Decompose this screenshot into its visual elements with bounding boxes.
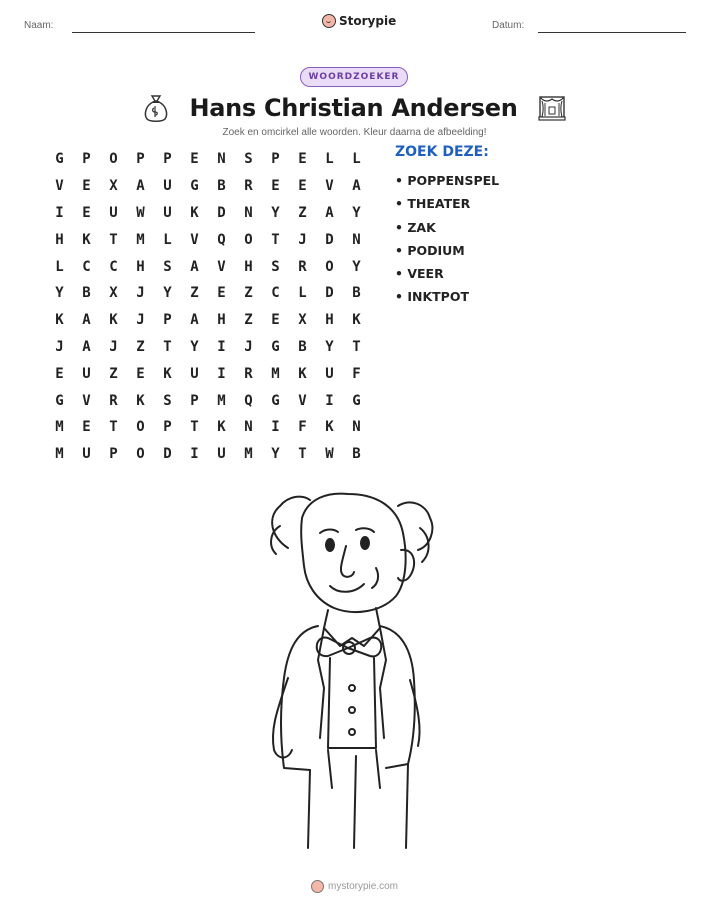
word-item: • THEATER	[395, 196, 471, 212]
grid-cell[interactable]: A	[190, 312, 199, 329]
grid-cell[interactable]: A	[82, 312, 91, 329]
word-list-heading: ZOEK DEZE:	[395, 144, 489, 160]
grid-cell[interactable]: K	[217, 419, 226, 436]
grid-cell[interactable]: W	[325, 446, 334, 463]
grid-cell[interactable]: G	[271, 392, 280, 409]
grid-cell[interactable]: A	[325, 204, 334, 221]
grid-cell[interactable]: M	[271, 365, 280, 382]
grid-cell[interactable]: P	[163, 151, 172, 168]
grid-cell[interactable]: V	[298, 392, 307, 409]
grid-cell[interactable]: Y	[352, 258, 361, 275]
brand-name: Storypie	[339, 14, 397, 28]
footer-url[interactable]: mystorypie.com	[327, 881, 398, 892]
grid-cell[interactable]: T	[163, 338, 172, 355]
grid-cell[interactable]: M	[244, 446, 253, 463]
grid-cell[interactable]: Y	[55, 285, 64, 302]
grid-cell[interactable]: P	[163, 312, 172, 329]
grid-cell[interactable]: R	[244, 178, 253, 195]
category-badge: WOORDZOEKER	[300, 67, 408, 87]
grid-cell[interactable]: P	[136, 151, 145, 168]
grid-cell[interactable]: C	[271, 285, 280, 302]
storypie-logo-icon	[311, 880, 324, 893]
grid-cell[interactable]: S	[244, 151, 253, 168]
word-list	[395, 172, 499, 312]
grid-cell[interactable]: U	[109, 204, 118, 221]
grid-cell[interactable]: D	[325, 285, 334, 302]
grid-cell[interactable]: I	[325, 392, 334, 409]
grid-cell[interactable]: Y	[271, 446, 280, 463]
grid-cell[interactable]: H	[244, 258, 253, 275]
coloring-illustration	[258, 488, 448, 853]
grid-cell[interactable]: Z	[244, 285, 253, 302]
grid-cell[interactable]: M	[217, 392, 226, 409]
grid-cell[interactable]: M	[55, 419, 64, 436]
grid-cell[interactable]: K	[55, 312, 64, 329]
grid-cell[interactable]: T	[109, 419, 118, 436]
grid-cell[interactable]: S	[271, 258, 280, 275]
grid-cell[interactable]: Y	[190, 338, 199, 355]
grid-cell[interactable]: K	[298, 365, 307, 382]
grid-cell[interactable]: H	[55, 231, 64, 248]
grid-cell[interactable]: X	[298, 312, 307, 329]
grid-cell[interactable]: X	[109, 285, 118, 302]
grid-cell[interactable]: J	[136, 285, 145, 302]
grid-cell[interactable]: V	[190, 231, 199, 248]
grid-cell[interactable]: U	[82, 365, 91, 382]
grid-cell[interactable]: M	[55, 446, 64, 463]
grid-cell[interactable]: E	[82, 178, 91, 195]
grid-cell[interactable]: B	[352, 446, 361, 463]
grid-cell[interactable]: U	[82, 446, 91, 463]
grid-cell[interactable]: F	[298, 419, 307, 436]
grid-cell[interactable]: Z	[136, 338, 145, 355]
grid-cell[interactable]: P	[109, 446, 118, 463]
grid-cell[interactable]: Z	[298, 204, 307, 221]
grid-cell[interactable]: Z	[109, 365, 118, 382]
grid-cell[interactable]: K	[109, 312, 118, 329]
grid-cell[interactable]: O	[325, 258, 334, 275]
grid-cell[interactable]: U	[163, 178, 172, 195]
grid-cell[interactable]: L	[325, 151, 334, 168]
grid-cell[interactable]: U	[217, 446, 226, 463]
page-title: Hans Christian Andersen	[189, 94, 518, 122]
grid-cell[interactable]: D	[217, 204, 226, 221]
grid-cell[interactable]: R	[298, 258, 307, 275]
grid-cell[interactable]: G	[55, 151, 64, 168]
grid-cell[interactable]: O	[244, 231, 253, 248]
grid-cell[interactable]: E	[298, 151, 307, 168]
grid-cell[interactable]: B	[217, 178, 226, 195]
grid-cell[interactable]: L	[298, 285, 307, 302]
footer	[0, 880, 709, 893]
money-sack-icon	[143, 93, 169, 123]
grid-cell[interactable]: T	[352, 338, 361, 355]
grid-cell[interactable]: A	[136, 178, 145, 195]
grid-cell[interactable]: Z	[244, 312, 253, 329]
grid-cell[interactable]: Z	[190, 285, 199, 302]
grid-cell[interactable]: P	[271, 151, 280, 168]
grid-cell[interactable]: Y	[271, 204, 280, 221]
grid-cell[interactable]: K	[190, 204, 199, 221]
grid-cell[interactable]: T	[298, 446, 307, 463]
grid-cell[interactable]: E	[190, 151, 199, 168]
grid-cell[interactable]: V	[325, 178, 334, 195]
grid-cell[interactable]: P	[82, 151, 91, 168]
grid-cell[interactable]: A	[352, 178, 361, 195]
grid-cell[interactable]: L	[55, 258, 64, 275]
date-label: Datum:	[492, 20, 525, 31]
grid-cell[interactable]: K	[163, 365, 172, 382]
word-search-grid[interactable]	[46, 146, 370, 468]
grid-cell[interactable]: O	[136, 419, 145, 436]
grid-cell[interactable]: N	[244, 419, 253, 436]
name-line[interactable]	[72, 32, 255, 33]
word-item: • POPPENSPEL	[395, 173, 500, 188]
grid-cell[interactable]: C	[82, 258, 91, 275]
grid-cell[interactable]: I	[271, 419, 280, 436]
grid-cell[interactable]: N	[217, 151, 226, 168]
grid-cell[interactable]: B	[82, 285, 91, 302]
grid-cell[interactable]: Y	[352, 204, 361, 221]
grid-cell[interactable]: R	[244, 365, 253, 382]
grid-cell[interactable]: O	[136, 446, 145, 463]
grid-cell[interactable]: H	[136, 258, 145, 275]
grid-cell[interactable]: P	[190, 392, 199, 409]
name-label: Naam:	[24, 20, 54, 31]
grid-cell[interactable]: R	[109, 392, 118, 409]
grid-cell[interactable]: V	[217, 258, 226, 275]
grid-cell[interactable]: K	[82, 231, 91, 248]
grid-cell[interactable]: C	[109, 258, 118, 275]
grid-cell[interactable]: Y	[163, 285, 172, 302]
word-item: • VEER	[395, 266, 444, 282]
grid-cell[interactable]: I	[190, 446, 199, 463]
grid-cell[interactable]: U	[190, 365, 199, 382]
grid-cell[interactable]: A	[190, 258, 199, 275]
grid-cell[interactable]: S	[163, 258, 172, 275]
grid-cell[interactable]: V	[55, 178, 64, 195]
grid-cell[interactable]: G	[190, 178, 199, 195]
grid-cell[interactable]: J	[55, 338, 64, 355]
grid-cell[interactable]: O	[109, 151, 118, 168]
title-row	[0, 90, 709, 126]
grid-cell[interactable]: X	[109, 178, 118, 195]
grid-cell[interactable]: D	[325, 231, 334, 248]
grid-cell[interactable]: G	[352, 392, 361, 409]
grid-cell[interactable]: G	[271, 338, 280, 355]
grid-cell[interactable]: T	[271, 231, 280, 248]
grid-cell[interactable]: F	[352, 365, 361, 382]
grid-cell[interactable]: Q	[244, 392, 253, 409]
grid-cell[interactable]: K	[136, 392, 145, 409]
grid-cell[interactable]: W	[136, 204, 145, 221]
grid-cell[interactable]: E	[271, 178, 280, 195]
grid-cell[interactable]: J	[109, 338, 118, 355]
grid-cell[interactable]: N	[352, 231, 361, 248]
grid-cell[interactable]: Y	[325, 338, 334, 355]
grid-cell[interactable]: I	[217, 365, 226, 382]
instructions: Zoek en omcirkel alle woorden. Kleur daarna de afbeelding!	[222, 127, 487, 138]
grid-cell[interactable]: E	[136, 365, 145, 382]
grid-cell[interactable]: H	[325, 312, 334, 329]
grid-cell[interactable]: E	[82, 419, 91, 436]
grid-cell[interactable]: Q	[217, 231, 226, 248]
grid-cell[interactable]: U	[163, 204, 172, 221]
grid-cell[interactable]: I	[217, 338, 226, 355]
grid-cell[interactable]: U	[325, 365, 334, 382]
word-item: • INKTPOT	[395, 289, 469, 305]
grid-cell[interactable]: I	[55, 204, 64, 221]
grid-cell[interactable]: B	[298, 338, 307, 355]
grid-cell[interactable]: K	[352, 312, 361, 329]
theater-stage-icon	[538, 93, 566, 123]
grid-cell[interactable]: B	[352, 285, 361, 302]
grid-cell[interactable]: H	[217, 312, 226, 329]
brand-logo	[322, 14, 396, 28]
grid-cell[interactable]: J	[298, 231, 307, 248]
grid-cell[interactable]: K	[325, 419, 334, 436]
date-line[interactable]	[538, 32, 686, 33]
grid-cell[interactable]: E	[217, 285, 226, 302]
word-item: • ZAK	[395, 219, 436, 235]
grid-cell[interactable]: L	[163, 231, 172, 248]
grid-cell[interactable]: J	[244, 338, 253, 355]
grid-cell[interactable]: A	[82, 338, 91, 355]
grid-cell[interactable]: L	[352, 151, 361, 168]
grid-cell[interactable]: J	[136, 312, 145, 329]
grid-cell[interactable]: E	[55, 365, 64, 382]
grid-cell[interactable]: E	[82, 204, 91, 221]
grid-cell[interactable]: G	[55, 392, 64, 409]
word-item: • PODIUM	[395, 242, 465, 258]
grid-cell[interactable]: E	[271, 312, 280, 329]
grid-cell[interactable]: E	[298, 178, 307, 195]
grid-cell[interactable]: T	[190, 419, 199, 436]
grid-cell[interactable]: P	[163, 419, 172, 436]
grid-cell[interactable]: D	[163, 446, 172, 463]
grid-cell[interactable]: N	[244, 204, 253, 221]
grid-cell[interactable]: M	[136, 231, 145, 248]
grid-cell[interactable]: T	[109, 231, 118, 248]
grid-cell[interactable]: N	[352, 419, 361, 436]
grid-cell[interactable]: V	[82, 392, 91, 409]
grid-cell[interactable]: S	[163, 392, 172, 409]
storypie-logo-icon	[322, 14, 336, 28]
